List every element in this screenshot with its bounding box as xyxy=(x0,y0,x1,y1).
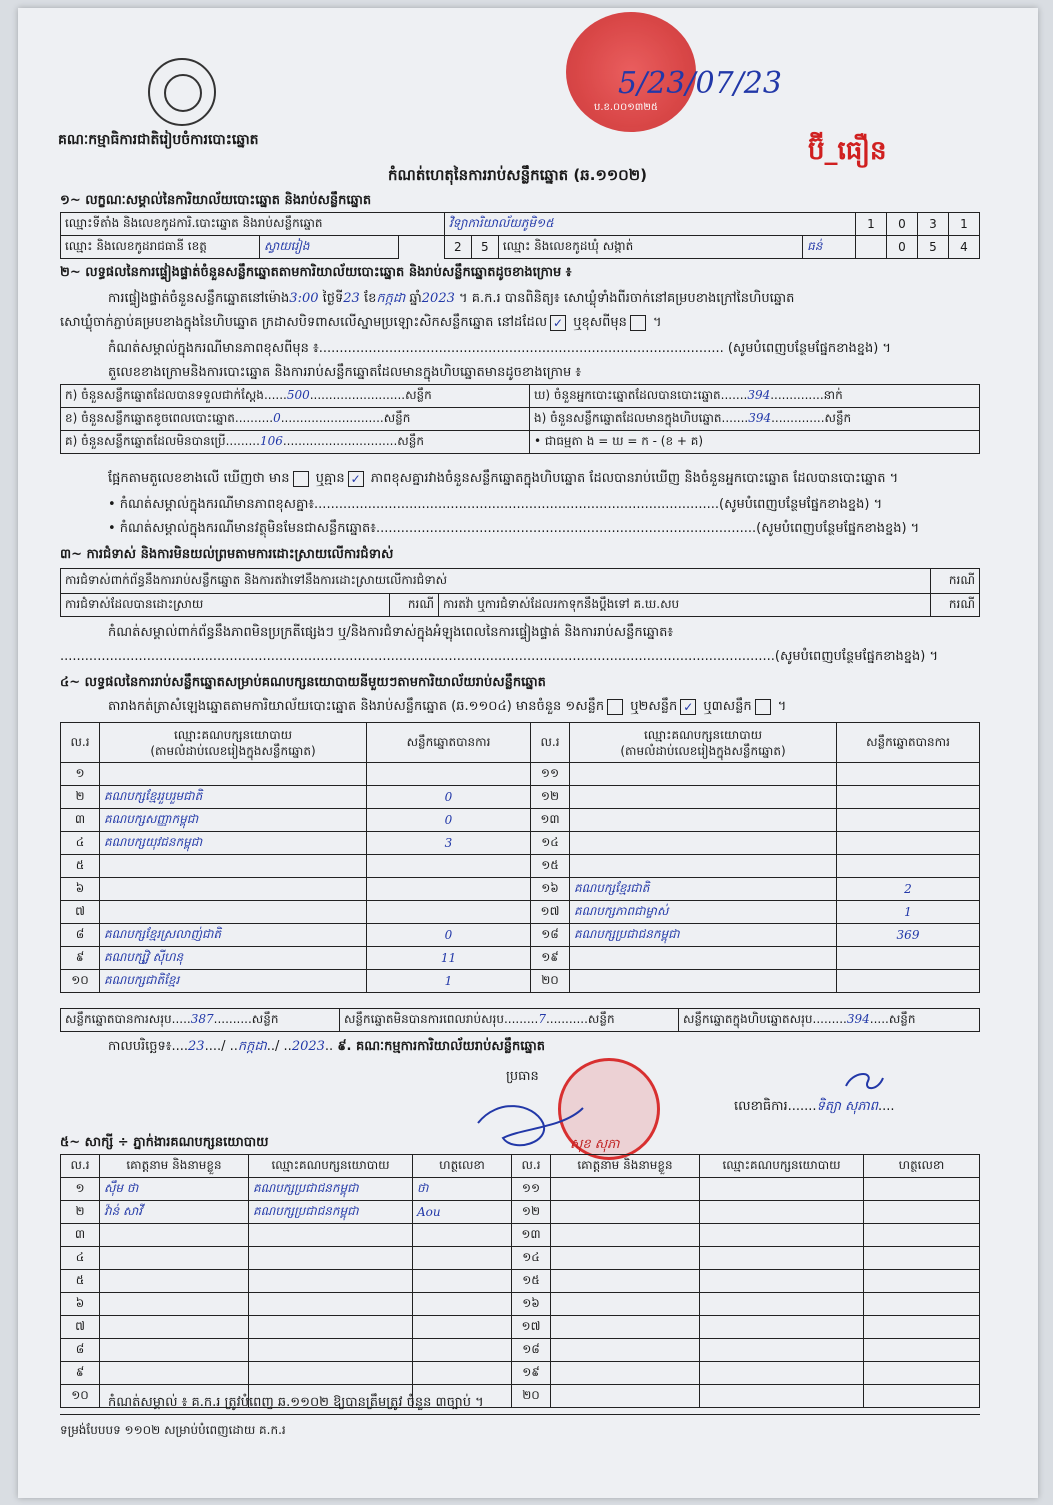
secretary-line: លេខាធិការ.......ទិត្យា សុភាព.... xyxy=(734,1099,895,1114)
result-row xyxy=(61,947,980,970)
witness-signature xyxy=(413,1339,512,1362)
row-number: ២ xyxy=(61,786,100,809)
row-number: ២០ xyxy=(512,1385,551,1408)
discrepancy-note-line: • កំណត់សម្គាល់ក្នុងករណីមានភាពខុសគ្នា៖..................................................................................................(សូមបំពេញបន្ថែមផ្នែកខាងខ្នង) ។ xyxy=(108,497,883,512)
party-votes: 0 xyxy=(367,924,531,947)
verify-month: កក្កដា xyxy=(376,291,406,306)
party-votes: 1 xyxy=(367,970,531,993)
row-number: ១៧ xyxy=(531,901,570,924)
party-votes xyxy=(367,901,531,924)
code-digit: 1 xyxy=(949,213,980,236)
party-name xyxy=(570,947,837,970)
witness-row xyxy=(61,1247,980,1270)
empty-cell xyxy=(700,1339,864,1362)
result-row xyxy=(61,901,980,924)
empty-cell xyxy=(864,1247,980,1270)
party-votes: 0 xyxy=(367,786,531,809)
chair-signature-icon xyxy=(473,1088,593,1158)
ballots-in-box: 394 xyxy=(748,411,772,425)
witness-party xyxy=(249,1270,413,1293)
witness-party: គណបក្សប្រជាជនកម្ពុជា xyxy=(249,1178,413,1201)
empty-cell xyxy=(700,1362,864,1385)
party-name: គណបក្សខ្មែរស្រលាញ់ជាតិ xyxy=(100,924,367,947)
empty-cell xyxy=(551,1247,700,1270)
empty-cell xyxy=(700,1224,864,1247)
empty-cell xyxy=(700,1247,864,1270)
result-row xyxy=(61,809,980,832)
figures-intro: តួលេខខាងក្រោមនិងការបោះឆ្នោត និងការរាប់សន្លឹកឆ្នោតដែលមានក្នុងហិបឆ្នោតមានដូចខាងក្រោម ៖ xyxy=(108,365,582,380)
location-value: វិទ្យាការិយាល័យភូមិ១៥ xyxy=(444,213,855,236)
witness-party: គណបក្សប្រជាជនកម្ពុជា xyxy=(249,1201,413,1224)
province-code-digit: 2 xyxy=(444,236,471,259)
party-name xyxy=(100,763,367,786)
row-number: ២០ xyxy=(531,970,570,993)
complaint-row-label: ការជំទាស់ពាក់ព័ន្ធនឹងការរាប់សន្លឹកឆ្នោត និងការតវ៉ាទៅនឹងការដោះស្រាយលើការជំទាស់ xyxy=(61,569,931,594)
witness-name xyxy=(100,1224,249,1247)
total-invalid: 7 xyxy=(538,1012,546,1026)
party-name: គណបក្សប្រជាជនកម្ពុជា xyxy=(570,924,837,947)
total-in-box: 394 xyxy=(846,1012,870,1026)
section5-title: ៥~ សាក្សី ÷ ភ្នាក់ងារគណបក្សនយោបាយ xyxy=(60,1135,269,1150)
complaints-table: ការជំទាស់ពាក់ព័ន្ធនឹងការរាប់សន្លឹកឆ្នោត និងការតវ៉ាទៅនឹងការដោះស្រាយលើការជំទាស់ ករណី ការជំទាស់ដែលបានដោះស្រាយ ករណី ការតវ៉ា ឬការជំទាស់ដែលរកាទុកនឹងប្តឹងទៅ គ.ឃ.សប ករណី xyxy=(60,568,980,617)
results-totals: សន្លឹកឆ្នោតបានការសរុប.....387..........សន្លឹក សន្លឹកឆ្នោតមិនបានការពេលរាប់សរុប.........7...........សន្លឹក សន្លឹកឆ្នោតក្នុងហិបឆ្នោតសរុប.........394.....សន្លឹក xyxy=(60,1008,980,1032)
witness-signature xyxy=(413,1316,512,1339)
row-number: ១៤ xyxy=(531,832,570,855)
empty-cell xyxy=(551,1339,700,1362)
party-name: គណបក្សខ្មែររួបរួមជាតិ xyxy=(100,786,367,809)
result-row xyxy=(61,970,980,993)
three-sheet-checkbox[interactable] xyxy=(755,699,771,715)
party-name: គណបក្សវ្ល្លិ ស៊ីហនុ xyxy=(100,947,367,970)
party-votes: 0 xyxy=(367,809,531,832)
row-number: ១៩ xyxy=(512,1362,551,1385)
party-name: គណបក្សជាតិខ្មែរ xyxy=(100,970,367,993)
witness-party xyxy=(249,1293,413,1316)
stamp-handwritten-word: ប៊ី_ធឿន xyxy=(808,136,887,166)
stamp-ring-text: ប.ខ.០០១៣២៥ xyxy=(594,102,658,113)
row-number: ១០ xyxy=(61,970,100,993)
party-name: គណបក្សសញ្ញាកម្ពុជា xyxy=(100,809,367,832)
formula: • ជាធម្មតា ង = ឃ = ក - (ខ + គ) xyxy=(530,431,980,454)
secretary-signature-icon xyxy=(838,1066,888,1096)
witness-party xyxy=(249,1316,413,1339)
party-votes xyxy=(367,763,531,786)
row-number: ៦ xyxy=(61,1293,100,1316)
empty-cell xyxy=(864,1385,980,1408)
party-name xyxy=(570,763,837,786)
empty-cell xyxy=(551,1385,700,1408)
different-checkbox[interactable] xyxy=(630,315,646,331)
commune-label: ឈ្មោះ និងលេខកូដឃុំ សង្កាត់ xyxy=(498,236,802,259)
empty-cell xyxy=(864,1201,980,1224)
unused-ballots: 106 xyxy=(259,434,283,448)
empty-cell xyxy=(864,1339,980,1362)
empty-cell xyxy=(700,1385,864,1408)
code-digit: 3 xyxy=(918,213,949,236)
row-number: ១៨ xyxy=(512,1339,551,1362)
party-name xyxy=(570,809,837,832)
stamp-handwritten-date: 5/23/07/23 xyxy=(618,66,782,101)
empty-cell xyxy=(700,1178,864,1201)
party-votes xyxy=(367,878,531,901)
witness-party xyxy=(249,1339,413,1362)
witness-signature xyxy=(413,1247,512,1270)
row-number: ១៤ xyxy=(512,1247,551,1270)
verify-year: 2023 xyxy=(421,291,455,306)
witness-row xyxy=(61,1270,980,1293)
witness-party xyxy=(249,1247,413,1270)
document-page xyxy=(18,8,1038,1498)
row-number: ១៨ xyxy=(531,924,570,947)
no-difference-checkbox[interactable]: ✓ xyxy=(348,471,364,487)
empty-cell xyxy=(864,1293,980,1316)
empty-cell xyxy=(551,1178,700,1201)
two-sheet-checkbox[interactable]: ✓ xyxy=(680,699,696,715)
witness-signature: ថា xyxy=(413,1178,512,1201)
chair-label: ប្រធាន xyxy=(506,1069,539,1084)
difference-note-line: កំណត់សម្គាល់ក្នុងករណីមានភាពខុសពីមុន ៖.................................................................................................. (សូមបំពេញបន្ថែមផ្នែកខាងខ្នង) ។ xyxy=(108,341,891,356)
row-number: ១៩ xyxy=(531,947,570,970)
party-votes xyxy=(837,947,980,970)
witness-table: ល.រ គោត្តនាម និងនាមខ្លួន ឈ្មោះគណបក្សនយោបាយ ហត្ថលេខា ល.រ គោត្តនាម និងនាមខ្លួន ឈ្មោះគណបក្សនយោបាយ ហត្ថលេខា ១ ស៊ឹម ថា គណបក្សប្រជាជនកម្ពុជា ថា ១១ ២ វ៉ាន់ សាវី គណបក្សប្រជាជនកម្ពុជា Aou ១២ ៣ ១៣ ៤ ១៤ ៥ ១៥ ៦ ១៦ ៧ ១៧ ៨ ១៨ ៩ ១៩ ១០ ២០ xyxy=(60,1154,980,1408)
party-votes xyxy=(837,855,980,878)
section3-title: ៣~ ការជំទាស់ និងការមិនយល់ព្រមតាមការដោះស្រាយលើការជំទាស់ xyxy=(60,547,394,562)
row-number: ៧ xyxy=(61,1316,100,1339)
witness-name xyxy=(100,1362,249,1385)
party-name xyxy=(570,855,837,878)
empty-cell xyxy=(551,1362,700,1385)
row-number: ១២ xyxy=(531,786,570,809)
resolved-complaint-label: ការជំទាស់ដែលបានដោះស្រាយ xyxy=(61,594,390,617)
commune-code-digit: 5 xyxy=(918,236,949,259)
party-votes: 11 xyxy=(367,947,531,970)
location-label: ឈ្មោះទីតាំង និងលេខកូដការិ.បោះឆ្នោត និងរាប់សន្លឹកឆ្នោត xyxy=(61,213,445,236)
row-number: ១៥ xyxy=(512,1270,551,1293)
row-number: ៨ xyxy=(61,924,100,947)
party-votes xyxy=(367,855,531,878)
row-number: ៩ xyxy=(61,1362,100,1385)
empty-cell xyxy=(551,1316,700,1339)
witness-signature xyxy=(413,1362,512,1385)
commune-code-digit: 4 xyxy=(949,236,980,259)
witness-name: វ៉ាន់ សាវី xyxy=(100,1201,249,1224)
form-footer: ទម្រង់បែបបទ ១១០២ សម្រាប់បំពេញដោយ គ.ក.រ xyxy=(60,1423,286,1437)
same-checkbox[interactable]: ✓ xyxy=(550,315,566,331)
empty-cell xyxy=(864,1270,980,1293)
party-votes xyxy=(837,763,980,786)
row-number: ៤ xyxy=(61,832,100,855)
party-votes xyxy=(837,832,980,855)
witness-row xyxy=(61,1339,980,1362)
row-number: ១១ xyxy=(512,1178,551,1201)
witness-name xyxy=(100,1247,249,1270)
witness-row xyxy=(61,1178,980,1201)
commune-code-digit: 0 xyxy=(887,236,918,259)
empty-cell xyxy=(700,1201,864,1224)
witness-signature: Aou xyxy=(413,1201,512,1224)
result-row xyxy=(61,786,980,809)
witness-row xyxy=(61,1293,980,1316)
voters-count: 394 xyxy=(747,388,771,402)
one-sheet-checkbox[interactable] xyxy=(607,699,623,715)
row-number: ១៥ xyxy=(531,855,570,878)
party-votes xyxy=(837,970,980,993)
witness-name xyxy=(100,1316,249,1339)
witness-signature xyxy=(413,1293,512,1316)
row-number: ១៦ xyxy=(531,878,570,901)
commune-value: ធន់ xyxy=(803,236,856,259)
result-row xyxy=(61,855,980,878)
ballot-figures-table: ក) ចំនួនសន្លឹកឆ្នោតដែលបានទទួលជាក់ស្តែង......500.........................សន្លឹក ឃ) ចំនួនអ្នកបោះឆ្នោតដែលបានបោះឆ្នោត.......394..............នាក់ ខ) ចំនួនសន្លឹកឆ្នោតខូចពេលបោះឆ្នោត..........0...........................សន្លឹក ង) ចំនួនសន្លឹកឆ្នោតដែលមានក្នុងហិបឆ្នោត.......394..............សន្លឹក គ) ចំនួនសន្លឹកឆ្នោតដែលមិនបានប្រើ.........106..............................សន្លឹក • ជាធម្មតា ង = ឃ = ក - (ខ + គ) xyxy=(60,384,980,454)
result-row xyxy=(61,924,980,947)
row-number: ៩ xyxy=(61,947,100,970)
secretary-name: ទិត្យា សុភាព xyxy=(816,1099,879,1114)
row-number: ៧ xyxy=(61,901,100,924)
verification-line: ការផ្ទៀងផ្ទាត់ចំនួនសន្លឹកឆ្នោតនៅម៉ោង3:00 ថ្ងៃទី23 ខែកក្កដា ឆ្នាំ2023 ។ គ.ក.រ បានពិនិត្យ៖ សោឃ្លុំទាំងពីរចាក់នៅគម្របខាងក្រៅនៃហិបឆ្នោត xyxy=(108,291,795,306)
empty-cell xyxy=(700,1316,864,1339)
result-row xyxy=(61,832,980,855)
empty-cell xyxy=(700,1270,864,1293)
row-number: ៦ xyxy=(61,878,100,901)
empty-cell xyxy=(864,1224,980,1247)
form-title: កំណត់ហេតុនៃការរាប់សន្លឹកឆ្នោត (ឆ.១១០២) xyxy=(388,166,648,184)
empty-cell xyxy=(551,1293,700,1316)
section2-title: ២~ លទ្ធផលនៃការផ្ទៀងផ្ទាត់ចំនួនសន្លឹកឆ្នោតតាមការិយាល័យបោះឆ្នោត និងរាប់សន្លឹកឆ្នោតដូចខាងក្រោម ៖ xyxy=(60,265,572,280)
witness-row xyxy=(61,1316,980,1339)
party-name xyxy=(570,786,837,809)
row-number: ១០ xyxy=(61,1385,100,1408)
party-votes xyxy=(837,809,980,832)
empty-cell xyxy=(551,1270,700,1293)
empty-cell xyxy=(551,1224,700,1247)
row-number: ៣ xyxy=(61,1224,100,1247)
section1-title: ១~ លក្ខណៈសម្គាល់នៃការិយាល័យបោះឆ្នោត និងរាប់សន្លឹកឆ្នោត xyxy=(60,193,372,208)
received-ballots: 500 xyxy=(286,388,310,402)
result-row xyxy=(61,763,980,786)
empty-cell xyxy=(551,1201,700,1224)
party-results-table: ល.រ ឈ្មោះគណបក្សនយោបាយ (តាមលំដាប់លេខរៀងក្នុងសន្លឹកឆ្នោត) សន្លឹកឆ្នោតបានការ ល.រ ឈ្មោះគណបក្សនយោបាយ (តាមលំដាប់លេខរៀងក្នុងសន្លឹកឆ្នោត) សន្លឹកឆ្នោតបានការ ១ ១១ ២ គណបក្សខ្មែររួបរួមជាតិ 0 ១២ ៣ គណបក្សសញ្ញាកម្ពុជា 0 ១៣ ៤ គណបក្សយុវជនកម្ពុជា 3 ១៤ ៥ ១៥ ៦ ១៦ គណបក្សខ្មែរជាតិ 2 ៧ ១៧ គណបក្សភាពជាម្ចាស់ 1 ៨ គណបក្សខ្មែរស្រលាញ់ជាតិ 0 ១៨ គណបក្សប្រជាជនកម្ពុជា 369 ៩ គណបក្សវ្ល្លិ ស៊ីហនុ 11 ១៩ ១០ គណបក្សជាតិខ្មែរ 1 ២០ xyxy=(60,722,980,993)
irregularity-note: កំណត់សម្គាល់ពាក់ព័ន្ធនឹងភាពមិនប្រក្រតីផ្សេងៗ ឬ/និងការជំទាស់ក្នុងអំឡុងពេលនៃការផ្ទៀងផ្ទាត់ និងការរាប់សន្លឹកឆ្នោត៖ xyxy=(108,625,674,640)
party-votes xyxy=(837,786,980,809)
tally-sheet-line: តារាងកត់ត្រាសំឡេងឆ្នោតតាមការិយាល័យបោះឆ្នោត និងរាប់សន្លឹកឆ្នោត (ឆ.១១០៤) មានចំនួន ១សន្លឹក ឬ២សន្លឹក ✓ ឬ៣សន្លឹក ។ xyxy=(108,699,787,714)
empty-cell xyxy=(700,1293,864,1316)
witness-name xyxy=(100,1270,249,1293)
verify-time: 3:00 xyxy=(289,291,319,306)
has-difference-checkbox[interactable] xyxy=(293,471,309,487)
row-number: ១១ xyxy=(531,763,570,786)
witness-party xyxy=(249,1224,413,1247)
row-number: ៤ xyxy=(61,1247,100,1270)
empty-cell xyxy=(864,1362,980,1385)
row-number: ៥ xyxy=(61,855,100,878)
irregularity-note-line: .............................................................................................................................................................................(សូមបំពេញបន្ថែមផ្នែកខាងខ្នង) ។ xyxy=(60,649,939,664)
spoiled-ballots: 0 xyxy=(273,411,281,425)
party-name: គណបក្សភាពជាម្ចាស់ xyxy=(570,901,837,924)
commission-name: គណៈកម្មាធិការជាតិរៀបចំការបោះឆ្នោត xyxy=(58,132,259,148)
province-value: ស្វាយរៀង xyxy=(260,236,399,259)
party-name: គណបក្សខ្មែរជាតិ xyxy=(570,878,837,901)
row-number: ៥ xyxy=(61,1270,100,1293)
code-digit: 1 xyxy=(856,213,887,236)
empty-cell xyxy=(864,1316,980,1339)
verify-day: 23 xyxy=(343,291,360,306)
empty-cell xyxy=(864,1178,980,1201)
party-name xyxy=(570,832,837,855)
witness-name xyxy=(100,1293,249,1316)
pending-complaint-label: ការតវ៉ា ឬការជំទាស់ដែលរកាទុកនឹងប្តឹងទៅ គ.ឃ.សប xyxy=(439,594,931,617)
section1-table xyxy=(60,212,980,259)
result-row xyxy=(61,878,980,901)
seal-check-line: សោឃ្លុំចាក់ភ្ជាប់គម្របខាងក្នុងនៃហិបឆ្នោត ក្រដាសបិទពាសលើស្នាមប្រឡោះសិកសន្លឹកឆ្នោត នៅដដែល ✓ ឬខុសពីមុន ។ xyxy=(60,315,662,330)
total-valid: 387 xyxy=(190,1012,214,1026)
date-line: កាលបរិច្ឆេទ៖....23..../ ..កក្កដា../ ..2023.. ៩. គណៈកម្មការការិយាល័យរាប់សន្លឹកឆ្នោត xyxy=(108,1039,545,1054)
row-number: ៣ xyxy=(61,809,100,832)
row-number: ២ xyxy=(61,1201,100,1224)
chair-stamp-name: សុខ សុភា xyxy=(570,1137,620,1152)
section4-title: ៤~ លទ្ធផលនៃការរាប់សន្លឹកឆ្នោតសម្រាប់គណបក្សនយោបាយនីមួយៗតាមការិយាល័យរាប់សន្លឹកឆ្នោត xyxy=(60,675,546,690)
party-name xyxy=(100,878,367,901)
party-votes: 3 xyxy=(367,832,531,855)
nec-emblem-icon xyxy=(148,58,216,126)
party-name xyxy=(570,970,837,993)
row-number: ១ xyxy=(61,1178,100,1201)
row-number: ១៦ xyxy=(512,1293,551,1316)
footnote: កំណត់សម្គាល់ ៖ គ.ក.រ ត្រូវបំពេញ ឆ.១១០២ ឱ្យបានត្រឹមត្រូវ ចំនួន ៣ច្បាប់ ។ xyxy=(108,1395,484,1410)
witness-signature xyxy=(413,1270,512,1293)
discrepancy-line: ផ្អែកតាមតួលេខខាងលើ ឃើញថា មាន ឬគ្មាន ✓ ភាពខុសគ្នារវាងចំនួនសន្លឹកឆ្នោតក្នុងហិបឆ្នោត ដែលបានរាប់ឃើញ និងចំនួនអ្នកបោះឆ្នោត ដែលបានបោះឆ្នោត ។ xyxy=(108,471,899,486)
row-number: ១៣ xyxy=(512,1224,551,1247)
code-digit: 0 xyxy=(887,213,918,236)
witness-name xyxy=(100,1339,249,1362)
province-label: ឈ្មោះ និងលេខកូដរាជធានី ខេត្ត xyxy=(61,236,260,259)
row-number: ៨ xyxy=(61,1339,100,1362)
row-number: ១ xyxy=(61,763,100,786)
party-name xyxy=(100,855,367,878)
row-number: ១៣ xyxy=(531,809,570,832)
witness-row xyxy=(61,1362,980,1385)
row-number: ១៧ xyxy=(512,1316,551,1339)
witness-row xyxy=(61,1201,980,1224)
witness-party xyxy=(249,1362,413,1385)
witness-signature xyxy=(413,1224,512,1247)
foreign-object-note-line: • កំណត់សម្គាល់ក្នុងករណីមានវត្ថុមិនមែនជាសន្លឹកឆ្នោត៖............................................................................................(សូមបំពេញបន្ថែមផ្នែកខាងខ្នង) ។ xyxy=(108,521,920,536)
party-name xyxy=(100,901,367,924)
province-code-digit: 5 xyxy=(471,236,498,259)
party-votes: 2 xyxy=(837,878,980,901)
party-votes: 369 xyxy=(837,924,980,947)
witness-row xyxy=(61,1224,980,1247)
party-votes: 1 xyxy=(837,901,980,924)
row-number: ១២ xyxy=(512,1201,551,1224)
witness-name: ស៊ឹម ថា xyxy=(100,1178,249,1201)
party-name: គណបក្សយុវជនកម្ពុជា xyxy=(100,832,367,855)
